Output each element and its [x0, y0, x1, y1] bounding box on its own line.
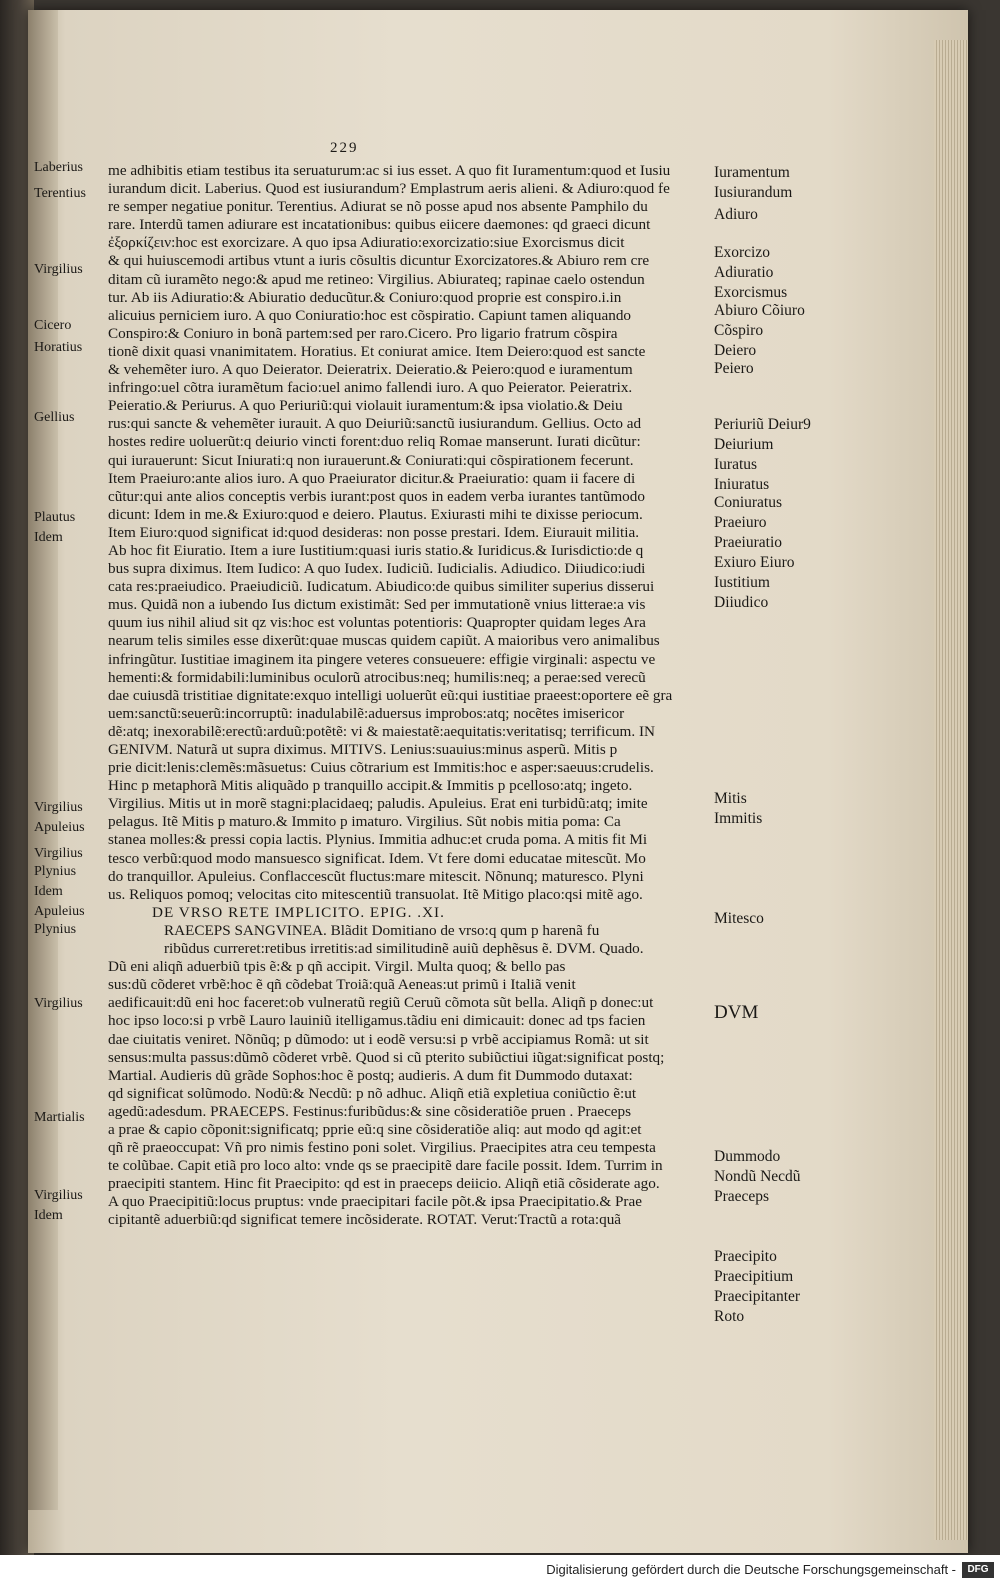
margin-keyword: Peiero — [714, 360, 754, 377]
text-line: ribũdus curreret:retibus irretitis:ad similitudinẽ auiũ dephẽsus ẽ. DVM. Quado. — [164, 940, 644, 958]
margin-author-note: Horatius — [34, 340, 83, 355]
text-line: sensus:multa passus:dũmõ cõderet vrbẽ. Quod si cũ pterito subiũctiui iũgat:significat postq; — [108, 1048, 665, 1066]
text-line: Martial. Audieris dũ grãde Sophos:hoc ẽ postq; audieris. A dum fit Dummodo dutaxat: — [108, 1066, 633, 1084]
margin-author-note: Virgilius — [34, 1188, 83, 1203]
margin-author-note: Plynius — [34, 864, 77, 879]
footer-bar — [0, 1555, 1000, 1583]
margin-keyword: Immitis — [714, 810, 763, 827]
margin-author-note: Virgilius — [34, 846, 83, 861]
margin-author-note: Virgilius — [34, 996, 83, 1011]
margin-keyword: Exorcismus — [714, 284, 788, 301]
margin-keyword: Mitesco — [714, 910, 764, 927]
text-line: cata res:praeiudico. Praeiudiciũ. Iudicatum. Abiudico:de quibus similiter superius disserui — [108, 578, 655, 596]
text-line: ditam cũ iuramẽto nego:& apud me retineo: Virgilius. Abiurateq; rapinae caelo ostendun — [108, 270, 645, 288]
text-line: me adhibitis etiam testibus ita seruaturum:ac si ius esset. A quo fit Iuramentum:quod et Iusiu — [108, 162, 671, 179]
text-line: pelagus. Itẽ Mitis p maturo.& Immito p imaturo. Virgilius. Sũt nobis mitia poma: Ca — [108, 813, 621, 831]
text-line: Peieratio.& Periurus. A quo Periuriũ:qui violauit iuramentum:& ipsa violatio.& Deiu — [108, 397, 623, 415]
margin-author-note: Martialis — [34, 1110, 85, 1125]
text-line: do tranquillor. Apuleius. Conflaccescũt fluctus:mare mitescit. Nõnunq; maturesco. Plyni — [108, 867, 644, 885]
text-line: sus:dũ cõderet vrbẽ:hoc ẽ qñ cõdebat Troiã:quã Aeneas:ut primũ i Italiã venit — [108, 976, 576, 994]
text-line: Dũ eni aliqñ aduerbiũ tpis ẽ:& p qñ accipit. Virgil. Multa quoq; & bello pas — [108, 958, 566, 976]
margin-keyword: Nondũ Necdũ — [714, 1168, 801, 1185]
margin-keyword: Cõspiro — [714, 322, 764, 339]
margin-author-note: Terentius — [34, 186, 86, 201]
text-line: mus. Quidã non a iubendo Ius dictum existimãt: Sed per immutationẽ vnius litterae:a vis — [108, 596, 646, 614]
text-line: re semper negatiue ponitur. Terentius. Adiurat se nõ posse apud nos absente Pamphilo du — [108, 198, 648, 216]
margin-keyword: Praeceps — [714, 1188, 770, 1205]
dfg-logo: DFG — [962, 1562, 994, 1578]
folio-number: 229 — [330, 140, 359, 156]
text-line: te colũbae. Capit etiã pro loco alto: vnde qs se praecipitẽ dare facile possit. Idem. Turrim in — [108, 1157, 663, 1175]
text-line: hoc ipso loco:si p vrbẽ Lauro lauiniũ itelligamus.tãdiu eni dimicauit: donec ad tps facien — [108, 1012, 646, 1030]
text-line: hostes redire uoluerũt:q deiurio vincti forent:duo reliq Romae manserunt. Iurati dicũtur: — [108, 433, 641, 451]
text-line: dẽ:atq; inexorabilẽ:erectũ:arduũ:potẽtẽ: vi & maiestatẽ:aequitatis:veritatisq; terrificum. IN — [108, 722, 655, 740]
margin-author-note: Apuleius — [34, 820, 85, 835]
margin-keyword: Iuramentum — [714, 164, 790, 181]
margin-keyword: Adiuro — [714, 206, 758, 223]
margin-author-note: Idem — [34, 530, 63, 545]
margin-keyword: Praeiuratio — [714, 534, 783, 551]
main-text-block — [108, 162, 702, 1230]
margin-keyword: Praecipitanter — [714, 1288, 801, 1305]
text-line: rare. Interdũ tamen adiurare est incatationibus: quibus eiicere daemones: qd graeci dicunt — [108, 216, 651, 234]
text-line: dae ciuitatis veniret. Nõnũq; p dũmodo: ut i eodẽ versu:si p vrbẽ accipiamus Romã: ut sit — [108, 1030, 649, 1048]
margin-author-note: Plynius — [34, 922, 77, 937]
text-line: GENIVM. Naturã ut supra diximus. MITIVS. Lenius:suauius:minus asperũ. Mitis p — [108, 741, 618, 758]
text-line: hementi:& formidabili:luminibus oculorũ atrocibus:neq; humilis:neq; a perae:sed verecũ — [108, 668, 646, 686]
text-line: quum ius nihil aliud sit qz vis:hoc est voluntas potentioris: Quapropter quidam leges Ara — [108, 614, 646, 632]
text-line: infringo:uel cõtra iuramẽtum facio:uel animo fallendi iuro. A quo Peierator. Peieratrix. — [108, 379, 633, 397]
text-line: A quo Praecipitiũ:locus pruptus: vnde praecipitari facile põt.& ipsa Praecipitatio.& Prae — [108, 1193, 642, 1211]
text-line: RAECEPS SANGVINEA. Blãdit Domitiano de vrso:q qum p harenã fu — [164, 921, 600, 939]
margin-author-note: Idem — [34, 884, 63, 899]
margin-keyword: Iusiurandum — [714, 184, 793, 201]
text-line: & vehemẽter iuro. A quo Deierator. Deieratrix. Deieratio.& Peiero:quod e iuramentum — [108, 361, 633, 379]
text-line: cũtur:qui ante alios conceptis verbis iurant:post quos in eadem verba iurantes tantũmodo — [108, 487, 645, 505]
text-line: iurandum dicit. Laberius. Quod est iusiurandum? Emplastrum aeris alieni. & Adiuro:quod fe — [108, 180, 670, 198]
margin-keyword: Exiuro Eiuro — [714, 554, 795, 571]
text-line: aedificauit:dũ eni hoc faceret:ob vulneratũ regiũ Ceruũ cõmota sũt bella. Aliqñ p donec:ut — [108, 994, 654, 1012]
text-line: qui iurauerunt: Sicut Iniurati:q non iurauerunt.& Coniurati:qui cõspirationem fecerunt. — [108, 451, 634, 469]
page-edges — [934, 40, 968, 1540]
margin-author-note: Virgilius — [34, 800, 83, 815]
margin-keyword: Diiudico — [714, 594, 769, 611]
text-line: Virgilius. Mitis ut in morẽ stagni:placidaeq; paludis. Apuleius. Erat eni turbidũ:atq; imite — [108, 795, 648, 813]
text-line: bus supra diximus. Item Iudico: A quo Iudex. Iudiciũ. Iudicialis. Adiudico. Diiudico:iudi — [108, 560, 646, 578]
margin-author-note: Cicero — [34, 318, 72, 333]
text-line: dae cuiusdã tristitiae dignitate:exquo intelligi uoluerũt eũ:qui iustitiae praeest:oportere eẽ gra — [108, 686, 673, 704]
section-heading: DE VRSO RETE IMPLICITO. EPIG. .XI. — [152, 903, 445, 921]
margin-keyword: Praecipito — [714, 1248, 777, 1265]
margin-keyword: Roto — [714, 1308, 745, 1325]
page-gutter — [28, 10, 58, 1510]
margin-keyword: Iniuratus — [714, 476, 770, 493]
text-line: Conspiro:& Coniuro in bonã partem:sed per raro.Cicero. Pro ligario fratrum cõspira — [108, 324, 618, 342]
text-line: cipitantẽ aduerbiũ:qd significat temere incõsiderate. ROTAT. Verut:Tractũ a rota:quã — [108, 1211, 622, 1229]
margin-keyword: Praeiuro — [714, 514, 767, 531]
text-line: tur. Ab iis Adiuratio:& Abiuratio deducũtur.& Coniuro:quod proprie est conspiro.i.in — [108, 288, 622, 306]
margin-author-note: Apuleius — [34, 904, 85, 919]
margin-keyword: Deiero — [714, 342, 757, 359]
text-line: Hinc p metaphorã Mitis aliquãdo p tranquillo accipit.& Immitis p pcelloso:atq; ingeto. — [108, 777, 633, 795]
text-line: a prae & capio cõponit:significatq; pprie eũ:q sine cõsideratiõe aliq: aut modo qd agit:et — [108, 1120, 642, 1138]
text-line: tionẽ dixit quasi vnanimitatem. Horatius. Et coniurat amice. Item Deiero:quod est sancte — [108, 342, 646, 360]
margin-keyword: Adiuratio — [714, 264, 774, 281]
footer-credit: Digitalisierung gefördert durch die Deutsche Forschungsgemeinschaft - — [546, 1562, 956, 1577]
text-line: Item Eiuro:quod significat id:quod desideras: non posse prestari. Idem. Eiurauit militia. — [108, 523, 640, 541]
margin-keyword: Iustitium — [714, 574, 770, 591]
text-line: qd significat solũmodo. Nodũ:& Necdũ: p nõ adhuc. Aliqñ etiã expletiua coniũctio ẽ:ut — [108, 1084, 637, 1102]
text-line: dicunt: Idem in me.& Exiuro:quod e deiero. Plautus. Exiurasti mihi te dixisse periocum. — [108, 505, 643, 523]
text-line: infringũtur. Iustitiae imaginem ita pingere veteres consueuere: effigie virginali: aspectu ve — [108, 650, 656, 668]
margin-keyword: Praecipitium — [714, 1268, 794, 1285]
margin-author-note: Virgilius — [34, 262, 83, 277]
text-line: prie dicit:lenis:clemẽs:mãsuetus: Cuius cõtrarium est Immitis:hoc e asper:saeuus:crudelis. — [108, 759, 654, 777]
margin-keyword: Deiurium — [714, 436, 774, 453]
text-line: praecipiti stantem. Hinc fit Praecipito: qd est in praeceps deiicio. Aliqñ etiã cõsiderate ago. — [108, 1175, 660, 1193]
margin-keyword: Iuratus — [714, 456, 758, 473]
text-line: & qui huiuscemodi artibus vtunt a iuris cõsultis dicuntur Exorcizatores.& Abiuro rem cre — [108, 252, 650, 270]
text-line: ἐξορκίζειν:hoc est exorcizare. A quo ipsa Adiuratio:exorcizatio:siue Exorcismus dicit — [108, 234, 625, 252]
text-line: alicuius perniciem iuro. A quo Coniuratio:hoc est cõspiratio. Capiunt tamen aliquando — [108, 306, 632, 324]
text-line: stanea molles:& pressi copia lactis. Plynius. Immitia adhuc:et cruda poma. A mitis fit Mi — [108, 831, 648, 849]
text-line: Item Praeiuro:ante alios iuro. A quo Praeiurator dicitur.& Praeiuratio: quam ii facere di — [108, 469, 636, 487]
text-line: Ab hoc fit Eiuratio. Item a iure Iustitium:quasi iuris statio.& Iuridicus.& Iurisdictio:de q — [108, 541, 644, 559]
margin-author-note: Idem — [34, 1208, 63, 1223]
text-line: rus:qui sancte & vehemẽter iurauit. A quo Deiuriũ:sanctũ iusiurandum. Gellius. Octo ad — [108, 415, 642, 433]
margin-keyword: Dummodo — [714, 1148, 781, 1165]
margin-keyword: Coniuratus — [714, 494, 783, 511]
text-line: tesco verbũ:quod modo mansuesco significat. Idem. Vt fere domi educatae mitescũt. Mo — [108, 849, 646, 867]
margin-keyword: Exorcizo — [714, 244, 770, 261]
text-line: us. Reliquos pomoq; velocitas cito mitescentiũ transuolat. Itẽ Mitigo placo:qsi mitẽ ago. — [108, 885, 643, 903]
margin-author-note: Gellius — [34, 410, 75, 425]
margin-keyword: Abiuro Cõiuro — [714, 302, 805, 319]
margin-keyword: Mitis — [714, 790, 747, 807]
text-line: uem:sanctũ:seuerũ:incorruptũ: inadulabilẽ:aduersus improbos:atq; nocẽtes imisericor — [108, 704, 625, 722]
text-line: qñ rẽ praeoccupat: Vñ pro nimis festino poni solet. Virgilius. Praecipites atra ceu tempesta — [108, 1139, 656, 1157]
text-line: agedũ:adesdum. PRAECEPS. Festinus:furibũdus:& sine cõsideratiõe pruen . Praeceps — [108, 1102, 632, 1120]
margin-keyword: Periuriũ Deiur9 — [714, 416, 811, 433]
text-line: nearum telis similes esse dixerũt:quae muscas quidem capiũt. A maioribus vero animalibus — [108, 632, 660, 650]
margin-author-note: Plautus — [34, 510, 76, 525]
margin-author-note: Laberius — [34, 160, 83, 175]
margin-keyword: DVM — [714, 1002, 759, 1023]
